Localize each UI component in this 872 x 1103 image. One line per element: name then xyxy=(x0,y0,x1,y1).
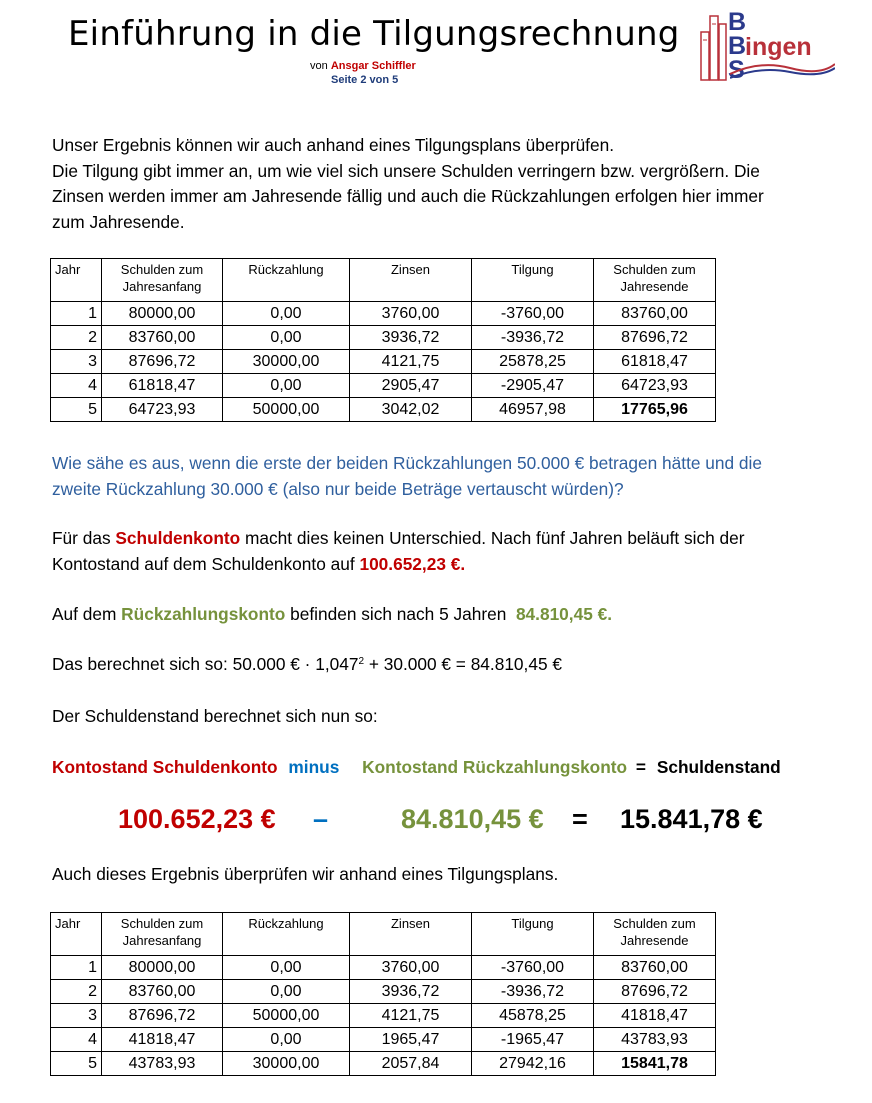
cell-schulden-anfang: 64723,93 xyxy=(102,398,223,422)
cell-zinsen: 1965,47 xyxy=(350,1028,472,1052)
term-rueckzahlungskonto: Rückzahlungskonto xyxy=(121,604,286,624)
question-line: zweite Rückzahlung 30.000 € (also nur beide Beträge vertauscht würden)? xyxy=(52,478,624,499)
cell-jahr: 5 xyxy=(51,1052,102,1076)
table-row xyxy=(51,374,716,398)
cell-schulden-ende: 15841,78 xyxy=(594,1052,716,1076)
rueckzahlungskonto-paragraph xyxy=(52,602,612,628)
cell-rueckzahlung: 0,00 xyxy=(223,1028,350,1052)
cell-zinsen: 4121,75 xyxy=(350,350,472,374)
cell-zinsen: 2057,84 xyxy=(350,1052,472,1076)
schuldenstand-intro: Der Schuldenstand berechnet sich nun so: xyxy=(52,706,378,726)
cell-schulden-ende: 64723,93 xyxy=(594,374,716,398)
cell-zinsen: 4121,75 xyxy=(350,1004,472,1028)
schuldenkonto-paragraph xyxy=(52,526,745,577)
cell-schulden-ende: 43783,93 xyxy=(594,1028,716,1052)
col-header-zinsen: Zinsen xyxy=(350,913,472,956)
cell-schulden-anfang: 87696,72 xyxy=(102,350,223,374)
formula-result: Schuldenstand xyxy=(656,757,781,777)
table-row xyxy=(51,302,716,326)
cell-jahr: 1 xyxy=(51,956,102,980)
exponent: 2 xyxy=(358,656,365,667)
table-row xyxy=(51,326,716,350)
formula-words xyxy=(52,755,781,781)
formula-eq: = xyxy=(635,757,647,777)
intro-line: Unser Ergebnis können wir auch anhand eines Tilgungsplans überprüfen. xyxy=(52,135,615,155)
cell-schulden-ende: 87696,72 xyxy=(594,326,716,350)
cell-tilgung: 45878,25 xyxy=(472,1004,594,1028)
cell-tilgung: 27942,16 xyxy=(472,1052,594,1076)
col-header-jahr: Jahr xyxy=(51,913,102,956)
text: macht dies keinen Unterschied. Nach fünf Jahren beläuft sich der xyxy=(240,528,745,548)
col-header-zinsen: Zinsen xyxy=(350,259,472,302)
cell-rueckzahlung: 0,00 xyxy=(223,374,350,398)
author-prefix: von xyxy=(310,60,328,72)
cell-schulden-ende: 41818,47 xyxy=(594,1004,716,1028)
wave-icon xyxy=(730,58,835,80)
intro-line: Die Tilgung gibt immer an, um wie viel sich unsere Schulden verringern bzw. vergrößern. Die xyxy=(52,160,760,181)
col-header-tilgung: Tilgung xyxy=(472,913,594,956)
logo-letter-b1: B xyxy=(728,8,747,36)
tilgungsplan-table-1 xyxy=(50,258,716,422)
cell-schulden-anfang: 83760,00 xyxy=(102,980,223,1004)
cell-rueckzahlung: 30000,00 xyxy=(223,350,350,374)
cell-zinsen: 3936,72 xyxy=(350,326,472,350)
table-row xyxy=(51,1052,716,1076)
cell-jahr: 5 xyxy=(51,398,102,422)
table-row xyxy=(51,1004,716,1028)
cell-jahr: 3 xyxy=(51,350,102,374)
cell-tilgung: -3936,72 xyxy=(472,980,594,1004)
formula-term1: Kontostand Schuldenkonto xyxy=(52,757,278,777)
cell-tilgung: -1965,47 xyxy=(472,1028,594,1052)
cell-schulden-anfang: 80000,00 xyxy=(102,302,223,326)
cell-rueckzahlung: 50000,00 xyxy=(223,398,350,422)
cell-schulden-anfang: 41818,47 xyxy=(102,1028,223,1052)
cell-zinsen: 3760,00 xyxy=(350,956,472,980)
tower-icon xyxy=(700,12,728,82)
text: + 30.000 € = 84.810,45 € xyxy=(364,654,562,674)
big-value-rueckzahlungskonto: 84.810,45 € xyxy=(401,804,544,834)
text: Für das xyxy=(52,528,116,548)
col-header-jahr: Jahr xyxy=(51,259,102,302)
cell-tilgung: -3760,00 xyxy=(472,956,594,980)
text: Auf dem xyxy=(52,604,122,624)
big-value-schuldenkonto: 100.652,23 € xyxy=(118,804,276,834)
col-header-tilgung: Tilgung xyxy=(472,259,594,302)
cell-schulden-ende: 83760,00 xyxy=(594,302,716,326)
table-row xyxy=(51,398,716,422)
author-line xyxy=(310,60,416,72)
term-schuldenkonto: Schuldenkonto xyxy=(115,528,241,548)
table-row xyxy=(51,956,716,980)
page-title: Einführung in die Tilgungsrechnung xyxy=(68,14,680,54)
cell-tilgung: -3760,00 xyxy=(472,302,594,326)
table-header-row xyxy=(51,913,716,956)
big-op-minus: – xyxy=(313,804,329,834)
cell-tilgung: -3936,72 xyxy=(472,326,594,350)
cell-jahr: 4 xyxy=(51,1028,102,1052)
big-value-result: 15.841,78 € xyxy=(620,804,763,834)
intro-line: zum Jahresende. xyxy=(52,211,185,232)
page-number: Seite 2 von 5 xyxy=(331,74,399,86)
schuldenkonto-value: 100.652,23 €. xyxy=(359,553,466,574)
text: Das berechnet sich so: 50.000 € · 1,047 xyxy=(52,654,359,674)
cell-jahr: 4 xyxy=(51,374,102,398)
cell-schulden-ende: 61818,47 xyxy=(594,350,716,374)
cell-tilgung: 25878,25 xyxy=(472,350,594,374)
col-header-schulden-anfang: Schulden zum Jahresanfang xyxy=(102,913,223,956)
cell-rueckzahlung: 0,00 xyxy=(223,326,350,350)
table-header-row xyxy=(51,259,716,302)
intro-line: Zinsen werden immer am Jahresende fällig und auch die Rückzahlungen erfolgen hier immer xyxy=(52,186,764,206)
bbs-bingen-logo xyxy=(700,10,835,85)
logo-letter-s: S xyxy=(728,56,745,84)
cell-schulden-anfang: 61818,47 xyxy=(102,374,223,398)
col-header-schulden-ende: Schulden zum Jahresende xyxy=(594,259,716,302)
check-text: Auch dieses Ergebnis überprüfen wir anhand eines Tilgungsplans. xyxy=(52,864,559,884)
author-name: Ansgar Schiffler xyxy=(330,60,416,72)
cell-rueckzahlung: 0,00 xyxy=(223,302,350,326)
table-row xyxy=(51,980,716,1004)
cell-zinsen: 3760,00 xyxy=(350,302,472,326)
logo-letter-b2: B xyxy=(728,32,747,60)
cell-rueckzahlung: 0,00 xyxy=(223,980,350,1004)
col-header-schulden-anfang: Schulden zum Jahresanfang xyxy=(102,259,223,302)
cell-zinsen: 3042,02 xyxy=(350,398,472,422)
cell-schulden-anfang: 87696,72 xyxy=(102,1004,223,1028)
cell-schulden-ende: 83760,00 xyxy=(594,956,716,980)
table-row xyxy=(51,1028,716,1052)
question-line: Wie sähe es aus, wenn die erste der beiden Rückzahlungen 50.000 € betragen hätte und die xyxy=(52,453,762,473)
tilgungsplan-table-2 xyxy=(50,912,716,1076)
formula-op: minus xyxy=(288,757,340,777)
logo-ingen: ingen xyxy=(745,33,812,61)
cell-tilgung: -2905,47 xyxy=(472,374,594,398)
cell-schulden-ende: 17765,96 xyxy=(594,398,716,422)
cell-jahr: 1 xyxy=(51,302,102,326)
cell-schulden-anfang: 80000,00 xyxy=(102,956,223,980)
cell-rueckzahlung: 50000,00 xyxy=(223,1004,350,1028)
intro-paragraph xyxy=(52,133,764,235)
cell-schulden-anfang: 83760,00 xyxy=(102,326,223,350)
cell-schulden-ende: 87696,72 xyxy=(594,980,716,1004)
big-eq: = xyxy=(572,804,588,834)
cell-tilgung: 46957,98 xyxy=(472,398,594,422)
cell-zinsen: 3936,72 xyxy=(350,980,472,1004)
rueckzahlungskonto-value: 84.810,45 €. xyxy=(515,604,613,624)
col-header-schulden-ende: Schulden zum Jahresende xyxy=(594,913,716,956)
question-paragraph xyxy=(52,451,762,502)
text: befinden sich nach 5 Jahren xyxy=(285,604,516,624)
col-header-rueckzahlung: Rückzahlung xyxy=(223,913,350,956)
table-row xyxy=(51,350,716,374)
formula-term2: Kontostand Rückzahlungskonto xyxy=(362,757,628,777)
cell-jahr: 2 xyxy=(51,326,102,350)
cell-jahr: 3 xyxy=(51,1004,102,1028)
cell-rueckzahlung: 30000,00 xyxy=(223,1052,350,1076)
text: Kontostand auf dem Schuldenkonto auf xyxy=(52,553,360,574)
cell-zinsen: 2905,47 xyxy=(350,374,472,398)
cell-jahr: 2 xyxy=(51,980,102,1004)
cell-schulden-anfang: 43783,93 xyxy=(102,1052,223,1076)
calculation-line xyxy=(52,652,562,678)
col-header-rueckzahlung: Rückzahlung xyxy=(223,259,350,302)
cell-rueckzahlung: 0,00 xyxy=(223,956,350,980)
